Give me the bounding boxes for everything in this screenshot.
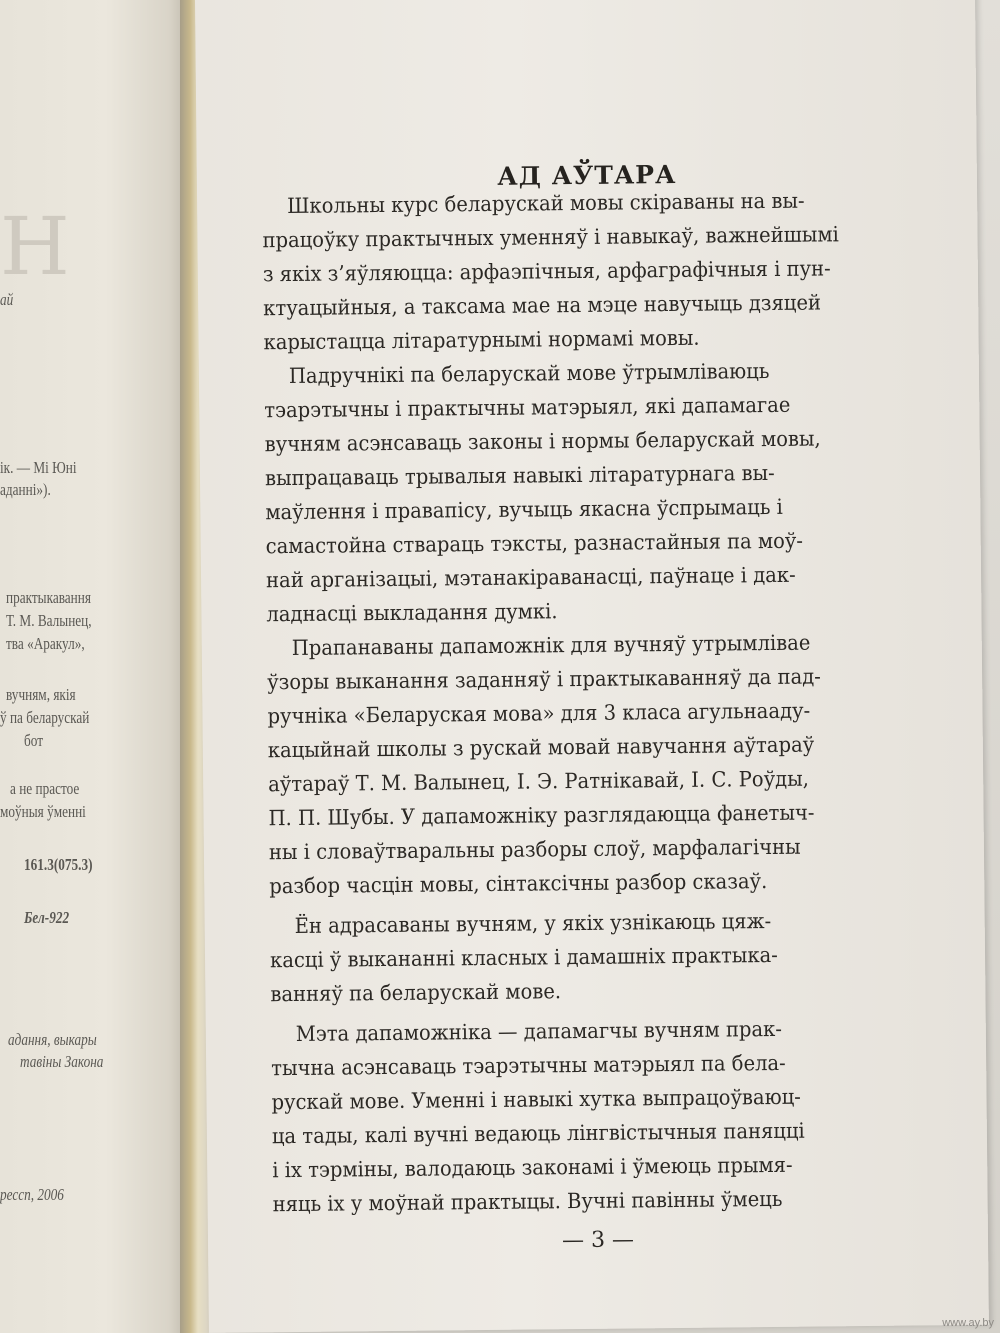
left-page (0, 0, 190, 1333)
text-line: працоўку практычных уменняў і навыкаў, важнейшымі (262, 222, 839, 253)
left-page-line: моўныя ўменні (0, 802, 86, 821)
text-line: Мэта дапаможніка — дапамагчы вучням прак- (295, 1016, 783, 1047)
left-page-line: тавіны Закона (20, 1052, 104, 1071)
left-page-line: адання, выкары (8, 1030, 97, 1049)
text-line: касці ў выкананні класных і дамашніх практыка- (269, 942, 778, 973)
left-page-line: аданні»). (0, 480, 51, 499)
text-line: разбор часцін мовы, сінтаксічны разбор сказаў. (269, 869, 768, 899)
text-line: ца тады, калі вучні ведаюць лінгвістычныя паняцці (271, 1118, 805, 1149)
text-line: з якіх з’яўляюцца: арфаэпічныя, арфаграфічныя і пун- (262, 256, 831, 287)
text-line: ладнасці выкладання думкі. (266, 599, 558, 627)
text-line: самастойна ствараць тэксты, разнастайныя па моў- (265, 528, 804, 559)
page-number: — 3 — (561, 1227, 635, 1254)
left-page-line: 161.3(075.3) (24, 855, 93, 874)
left-page-line: Т. М. Валынец, (6, 611, 92, 630)
watermark-text: www.ay.by (942, 1317, 994, 1329)
left-page-line: вучням, якія (6, 685, 76, 704)
text-line: най арганізацыі, мэтанакіраванасці, паўнаце і дак- (265, 562, 796, 593)
text-line: ручніка «Беларуская мова» для 3 класа агульнааду- (267, 698, 811, 729)
text-line: і іх тэрміны, валодаюць законамі і ўмеюць прымя- (272, 1152, 793, 1183)
text-line: Падручнікі па беларускай мове ўтрымліваюць (288, 359, 770, 389)
left-page-ghost-letter: Н (0, 200, 70, 293)
text-line: маўлення і правапісу, вучыць якасна ўспрымаць і (265, 494, 783, 525)
left-page-line: ай (0, 290, 14, 309)
left-page-line: тва «Аракул», (6, 634, 85, 653)
left-page-line: ік. — Мі Юні (0, 458, 77, 477)
left-page-line: ў па беларускай (0, 708, 90, 727)
left-page-line: а не прастое (10, 779, 80, 798)
text-line: выпрацаваць трывалыя навыкі літаратурнага вы- (264, 460, 775, 491)
text-line: аўтараў Т. М. Валынец, І. Э. Ратнікавай, І. С. Роўды, (268, 766, 810, 797)
text-line: тычна асэнсаваць тэарэтычны матэрыял па бела- (271, 1050, 786, 1081)
left-page-line: рессп, 2006 (0, 1185, 64, 1204)
text-line: вучням асэнсаваць законы і нормы беларускай мовы, (264, 426, 821, 457)
text-line: карыстацца літаратурнымі нормамі мовы. (263, 325, 700, 355)
text-line: рускай мове. Уменні і навыкі хутка выпрацоўваюц- (271, 1084, 801, 1115)
text-line: ванняў па беларускай мове. (270, 979, 562, 1007)
text-line: Прапанаваны дапаможнік для вучняў утрымлівае (291, 630, 811, 661)
text-line: ктуацыйныя, а таксама мае на мэце навучыць дзяцей (263, 290, 822, 321)
text-line: Ён адрасаваны вучням, у якіх узнікаюць цяж- (294, 909, 772, 939)
right-page (195, 0, 989, 1333)
text-line: тэарэтычны і практычны матэрыял, які дапамагае (264, 392, 791, 423)
text-line: Школьны курс беларускай мовы скіраваны на вы- (287, 188, 805, 219)
page-title: АД АЎТАРА (497, 159, 677, 191)
text-line: ны і словаўтваральны разборы слоў, марфалагічны (268, 834, 801, 865)
text-line: П. П. Шубы. У дапаможніку разглядаюцца фанетыч- (268, 800, 815, 831)
left-page-line: практыкавання (6, 588, 91, 607)
text-line: ўзоры выканання заданняў і практыкаванняў да пад- (267, 664, 821, 695)
left-page-line: Бел-922 (24, 908, 70, 927)
left-page-line: бот (24, 731, 44, 750)
text-line: няць іх у моўнай практыцы. Вучні павінны ўмець (272, 1186, 783, 1217)
text-line: кацыйнай школы з рускай мовай навучання аўтараў (267, 732, 815, 763)
